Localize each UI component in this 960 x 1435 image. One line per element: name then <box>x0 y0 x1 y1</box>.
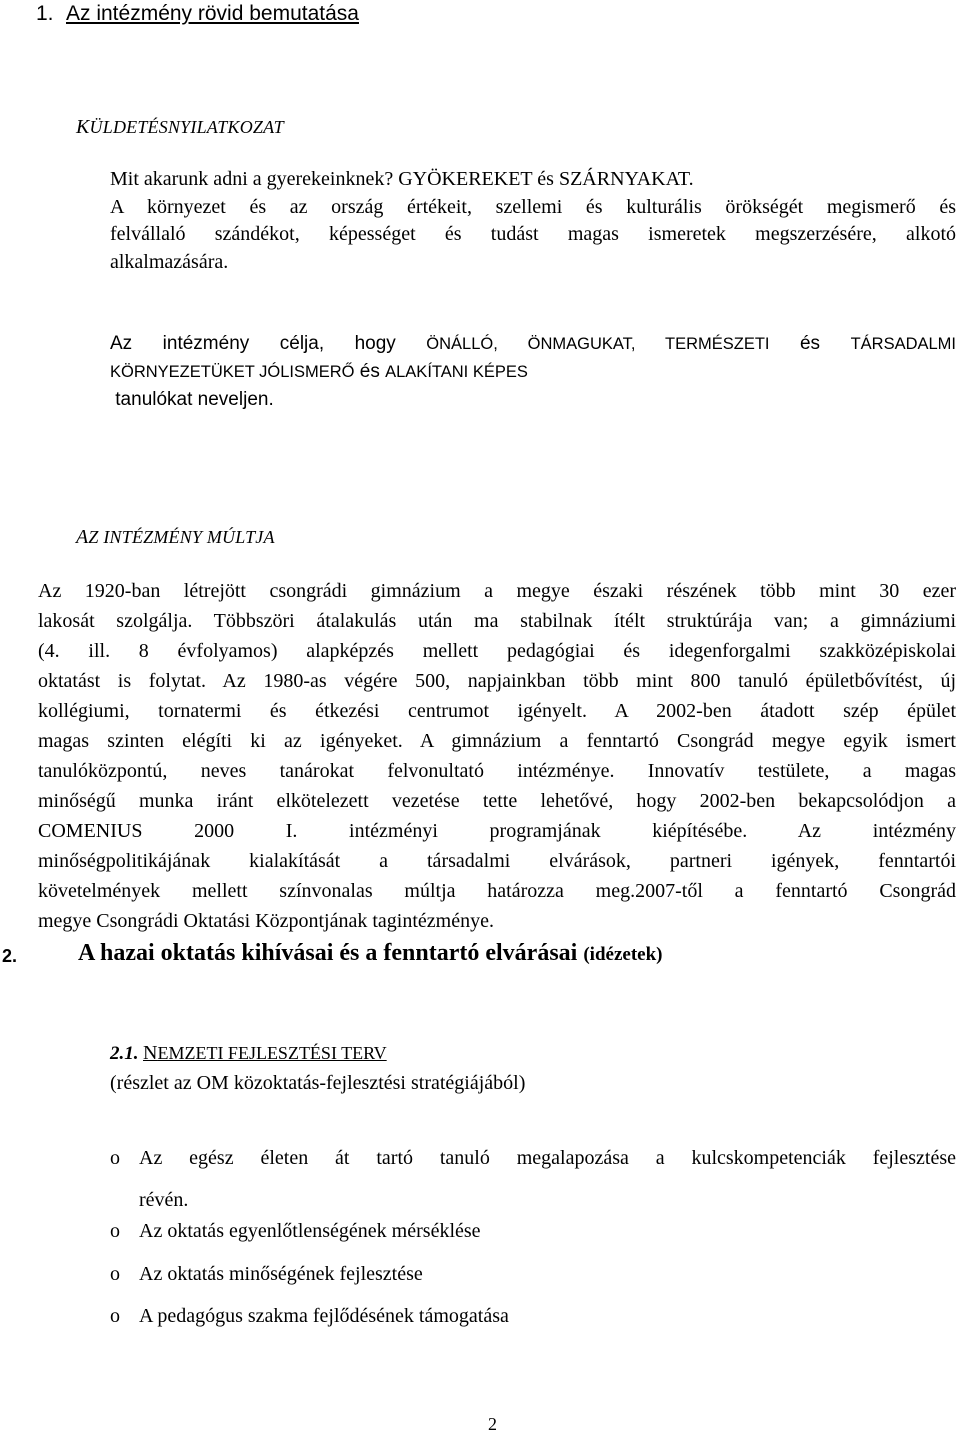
history-paragraph <box>38 576 956 936</box>
history-line: oktatást is folytat. Az 1980-as végére 500, napjainkban több mint 800 tanuló épületbővítést, új <box>38 670 956 692</box>
aim-text-2a: KÖRNYEZETÜKET JÓLISMERŐ <box>110 363 355 381</box>
aim-text-1b: ÖNÁLLÓ, ÖNMAGUKAT, TERMÉSZETI <box>426 335 770 353</box>
list-item-text: Az egész életen át tartó tanuló megalapozása a kulcskompetenciák fejlesztése <box>139 1147 956 1169</box>
list-item-text: Az oktatás minőségének fejlesztése <box>139 1263 423 1285</box>
aim-line-2 <box>110 358 956 386</box>
history-heading <box>76 526 275 549</box>
section-2-1-note: (részlet az OM közoktatás-fejlesztési stratégiájából) <box>110 1072 526 1094</box>
mission-line-1: Mit akarunk adni a gyerekeinknek? GYÖKEREKET és SZÁRNYAKAT. <box>110 168 694 190</box>
aim-text-2b: és <box>354 361 386 382</box>
section-1-number: 1. <box>36 2 54 25</box>
aim-text-1d: TÁRSADALMI <box>850 335 956 353</box>
section-2-1-heading <box>110 1042 387 1065</box>
mission-line-4: alkalmazására. <box>110 250 229 273</box>
history-line: kollégiumi, tornatermi és étkezési centrumot igényelt. A 2002-ben átadott szép épület <box>38 700 956 722</box>
bullet-marker: o <box>110 1147 120 1169</box>
section-2-number: 2. <box>2 946 18 966</box>
mission-line-3: felvállaló szándékot, képességet és tudást magas ismeretek megszerzésére, alkotó <box>110 223 956 245</box>
aim-line-1 <box>110 330 956 358</box>
list-item-text: Az oktatás egyenlőtlenségének mérséklése <box>139 1220 481 1242</box>
section-1-title: Az intézmény rövid bemutatása <box>66 2 359 25</box>
history-line: minőségű munka iránt elkötelezett vezetése tette lehetővé, hogy 2002-ben bekapcsolódjon a <box>38 790 956 812</box>
mission-heading <box>76 116 284 139</box>
history-line: (4. ill. 8 évfolyamos) alapképzés mellett pedagógiai és idegenforgalmi szakközépiskolai <box>38 640 956 662</box>
section-2-1-title-initial: N <box>143 1042 158 1064</box>
list-item-text-cont: révén. <box>139 1189 189 1211</box>
bullet-marker: o <box>110 1220 120 1242</box>
mission-heading-rest: ÜLDETÉSNYILATKOZAT <box>89 117 284 137</box>
list-item <box>110 1220 956 1243</box>
list-item <box>110 1305 956 1328</box>
history-line: magas szinten elégíti ki az igényeket. A gimnázium a fenntartó Csongrád megye egyik ismert <box>38 730 956 752</box>
aim-text-2c: ALAKÍTANI KÉPES <box>385 363 528 381</box>
history-line: minőségpolitikájának kialakítását a társadalmi elvárások, partneri igények, fenntartói <box>38 850 956 872</box>
history-line-last: megye Csongrádi Oktatási Központjának tagintézménye. <box>38 910 494 932</box>
history-line: COMENIUS 2000 I. intézményi programjának kiépítésébe. Az intézmény <box>38 820 956 842</box>
aim-text-1a: Az intézmény célja, hogy <box>110 333 427 354</box>
list-item <box>110 1263 956 1286</box>
mission-line-2: A környezet és az ország értékeit, szellemi és kulturális örökségét megismerő és <box>110 195 956 218</box>
history-line: követelmények mellett színvonalas múltja határozza meg.2007-től a fenntartó Csongrád <box>38 880 956 902</box>
aim-text-1c: és <box>769 333 851 354</box>
section-2-1-title <box>143 1043 387 1063</box>
page-number: 2 <box>488 1414 497 1434</box>
section-2-title-main: A hazai oktatás kihívásai és a fenntartó elvárásai <box>78 940 584 966</box>
list-item-text: A pedagógus szakma fejlődésének támogatása <box>139 1305 509 1327</box>
section-2-1-number: 2.1. <box>110 1043 139 1064</box>
list-item <box>110 1137 956 1221</box>
mission-text <box>110 166 956 276</box>
bullet-marker: o <box>110 1263 120 1285</box>
history-line: tanulóközpontú, neves tanárokat felvonultató intézménye. Innovatív testülete, a magas <box>38 760 956 782</box>
section-1-heading <box>36 2 359 26</box>
history-heading-initial: A <box>76 526 89 548</box>
bullet-marker: o <box>110 1305 120 1327</box>
mission-heading-initial: K <box>76 116 90 138</box>
section-2-title-note: (idézetek) <box>583 944 663 965</box>
section-2-title <box>78 940 662 967</box>
history-line: Az 1920-ban létrejött csongrádi gimnázium a megye északi részének több mint 30 ezer <box>38 580 956 602</box>
section-2-1-title-rest: EMZETI FEJLESZTÉSI TERV <box>157 1043 387 1063</box>
history-heading-rest: Z INTÉZMÉNY MÚLTJA <box>88 527 275 547</box>
aim-line-3: tanulókat neveljen. <box>110 389 274 410</box>
aim-paragraph <box>110 330 956 413</box>
history-line: lakosát szolgálja. Többszöri átalakulás után ma stabilnak ítélt struktúrája van; a gimnáziumi <box>38 610 956 632</box>
